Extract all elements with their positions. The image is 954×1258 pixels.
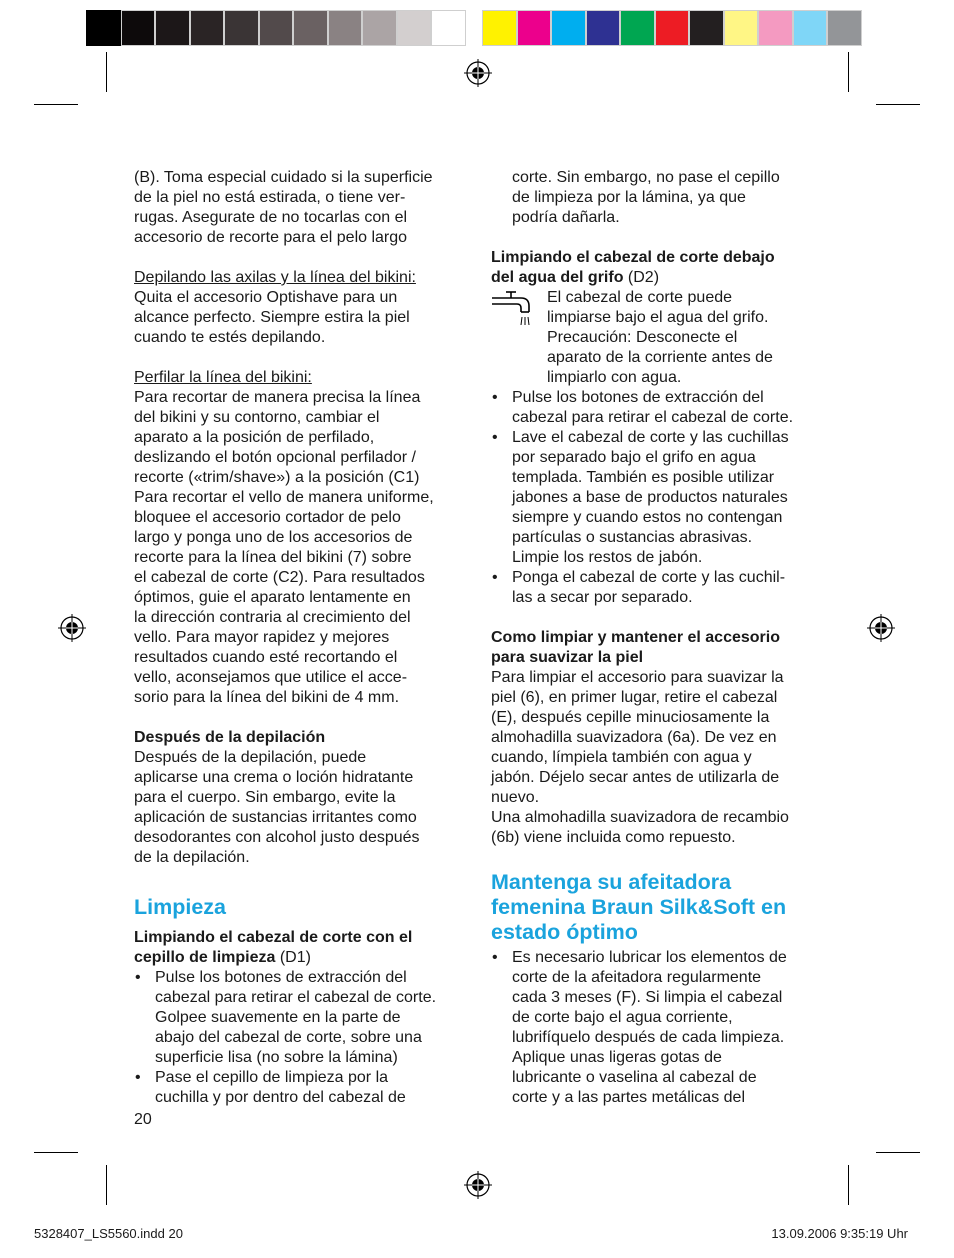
list-item: • Pase el cepillo de limpieza por la cuchilla y por dentro del cabezal de	[134, 1068, 479, 1108]
faucet-icon	[491, 288, 547, 388]
print-slug-filename: 5328407_LS5560.indd 20	[34, 1226, 183, 1241]
color-swatch	[758, 10, 793, 46]
color-swatch	[224, 10, 259, 46]
color-swatch	[724, 10, 759, 46]
process-color-bar	[482, 10, 862, 46]
color-swatch	[328, 10, 363, 46]
right-column	[491, 168, 836, 1108]
section-heading-despues: Después de la depilación	[134, 729, 326, 746]
color-swatch	[551, 10, 586, 46]
registration-mark-icon	[57, 613, 87, 643]
crop-mark	[876, 1152, 920, 1153]
color-swatch	[586, 10, 621, 46]
list-item: • Pulse los botones de extracción del cabezal para retirar el cabezal de corte.	[491, 388, 836, 428]
color-swatch	[793, 10, 828, 46]
color-swatch	[655, 10, 690, 46]
color-swatch	[190, 10, 225, 46]
grayscale-color-bar	[86, 10, 466, 46]
crop-mark	[876, 104, 920, 105]
paragraph: El cabezal de corte puede limpiarse bajo el agua del grifo. Precaución: Desconecte el aparato de la corriente antes de limpiarlo con agua.	[547, 289, 773, 386]
color-swatch	[121, 10, 156, 46]
section-heading-accesorio: Como limpiar y mantener el accesorio para suavizar la piel	[491, 629, 780, 666]
figure-reference: (D1)	[275, 949, 311, 966]
list-item: • Pulse los botones de extracción del cabezal para retirar el cabezal de corte. Golpee suavemente en la parte de abajo del cabezal de corte, sobre una superficie lisa (no sobre la lámina)	[134, 968, 479, 1068]
paragraph: corte. Sin embargo, no pase el cepillo de limpieza por la lámina, ya que podría dañarla.	[512, 169, 780, 226]
color-swatch	[689, 10, 724, 46]
crop-mark	[34, 1152, 78, 1153]
section-heading-grifo	[491, 248, 836, 288]
registration-mark-icon	[463, 58, 493, 88]
section-heading-perfilar: Perfilar la línea del bikini:	[134, 369, 312, 386]
crop-mark	[106, 1165, 107, 1205]
page-number: 20	[134, 1111, 152, 1128]
crop-mark	[106, 52, 107, 92]
list-item: • Lave el cabezal de corte y las cuchillas por separado bajo el grifo en agua templada. También es posible utilizar jabones a base de productos naturales siempre y cuando estos no contengan partículas o sustancias abrasivas. Limpie los restos de jabón.	[491, 428, 836, 568]
crop-mark	[848, 52, 849, 92]
registration-mark-icon	[463, 1170, 493, 1200]
bullet-list	[134, 968, 479, 1108]
color-swatch	[86, 10, 121, 46]
bullet-list	[491, 948, 836, 1108]
chapter-title-limpieza: Limpieza	[134, 895, 226, 919]
section-heading-cepillo	[134, 928, 479, 968]
figure-reference: (D2)	[623, 269, 660, 286]
crop-mark	[848, 1165, 849, 1205]
registration-mark-icon	[866, 613, 896, 643]
paragraph: Después de la depilación, puede aplicarse una crema o loción hidratante para el cuerpo. Sin embargo, evite la aplicación de sustancias irritantes como desodorantes con alcohol justo después de la depilación.	[134, 749, 420, 866]
color-swatch	[482, 10, 517, 46]
bold-heading-text: Limpiando el cabezal de corte con el cepillo de limpieza	[134, 929, 413, 966]
list-item: • Ponga el cabezal de corte y las cuchil- las a secar por separado.	[491, 568, 836, 608]
paragraph: Quita el accesorio Optishave para un alcance perfecto. Siempre estira la piel cuando te estés depilando.	[134, 289, 410, 346]
chapter-title-mantenga: Mantenga su afeitadora femenina Braun Silk&Soft en estado óptimo	[491, 870, 787, 944]
color-swatch	[827, 10, 862, 46]
left-column	[134, 168, 479, 1108]
color-swatch	[620, 10, 655, 46]
bold-heading-text: Limpiando el cabezal de corte debajo del agua del grifo	[491, 249, 775, 286]
color-swatch	[155, 10, 190, 46]
bullet-list	[491, 388, 836, 608]
list-item: • Es necesario lubricar los elementos de corte de la afeitadora regularmente cada 3 meses (F). Si limpia el cabezal de corte bajo el agua corriente, lubrifíquelo después de cada limpieza. Aplique unas ligeras gotas de lubricante o vaselina al cabezal de corte y a las partes metálicas del	[491, 948, 836, 1108]
paragraph: Para limpiar el accesorio para suavizar la piel (6), en primer lugar, retire el cabezal (E), después cepille minuciosamente la almohadilla suavizadora (6a). De vez en cuando, límpiela también con agua y jabón. Déjelo secar antes de utilizarla de nuevo. Una almohadilla suavizadora de recambio (6b) viene incluida como repuesto.	[491, 669, 789, 846]
print-slug-timestamp: 13.09.2006 9:35:19 Uhr	[771, 1226, 908, 1241]
section-heading-axilas: Depilando las axilas y la línea del bikini:	[134, 269, 416, 286]
color-swatch	[517, 10, 552, 46]
color-swatch	[293, 10, 328, 46]
faucet-note	[491, 288, 836, 388]
color-swatch	[362, 10, 397, 46]
color-swatch	[397, 10, 432, 46]
paragraph: (B). Toma especial cuidado si la superficie de la piel no está estirada, o tiene ver- rugas. Asegurate de no tocarlas con el accesorio de recorte para el pelo largo	[134, 169, 433, 246]
color-swatch	[431, 10, 466, 46]
paragraph: Para recortar de manera precisa la línea del bikini y su contorno, cambiar el aparato a la posición de perfilado, deslizando el botón opcional perfilador / recorte («trim/shave») a la posición (C1) Para recortar el vello de manera uniforme, bloquee el accesorio cortador de pelo largo y ponga uno de los accesorios de recorte para la línea del bikini (7) sobre el cabezal de corte (C2). Para resultados óptimos, guie el aparato lentamente en la dirección contraria al crecimiento del vello. Para mayor rapidez y mejores resultados cuando esté recortando el vello, aconsejamos que utilice el acce- sorio para la línea del bikini de 4 mm.	[134, 389, 434, 706]
color-swatch	[259, 10, 294, 46]
crop-mark	[34, 104, 78, 105]
